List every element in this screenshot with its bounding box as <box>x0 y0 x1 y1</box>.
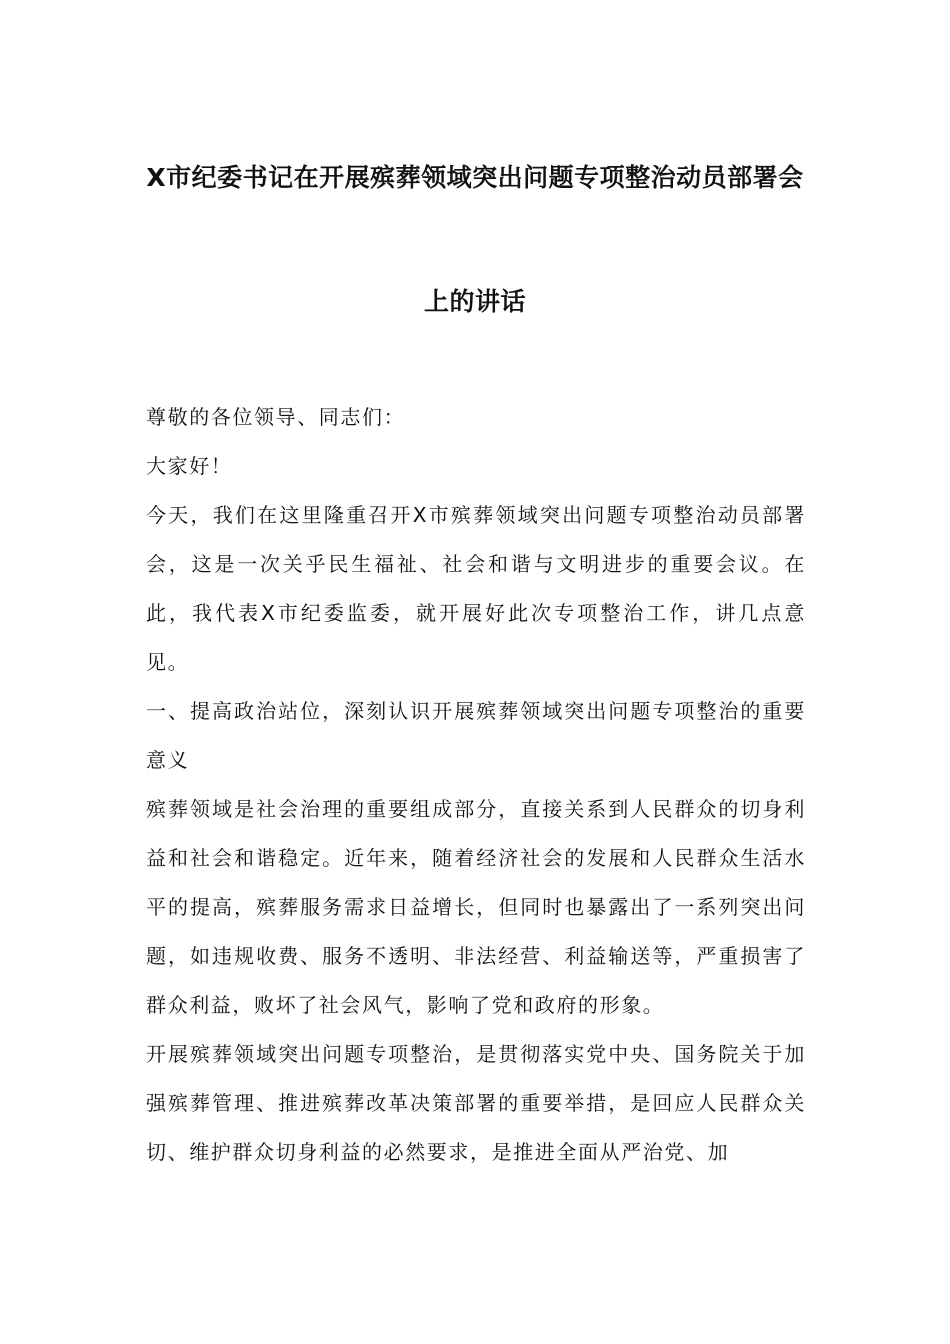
document-title-line-2: 上的讲话 <box>423 287 526 316</box>
section-heading: 一、提高政治站位，深刻认识开展殡葬领域突出问题专项整治的重要意义 <box>146 699 806 772</box>
document-body <box>146 393 806 1177</box>
body-paragraph: 开展殡葬领域突出问题专项整治，是贯彻落实党中央、国务院关于加强殡葬管理、推进殡葬改革决策部署的重要举措，是回应人民群众关切、维护群众切身利益的必然要求，是推进全面从严治党、加 <box>146 1042 806 1164</box>
greeting: 大家好！ <box>146 454 233 478</box>
body-paragraph: 殡葬领域是社会治理的重要组成部分，直接关系到人民群众的切身利益和社会和谐稳定。近年来，随着经济社会的发展和人民群众生活水平的提高，殡葬服务需求日益增长，但同时也暴露出了一系列突出问题，如违规收费、服务不透明、非法经营、利益输送等，严重损害了群众利益，败坏了社会风气，影响了党和政府的形象。 <box>146 797 806 1017</box>
salutation: 尊敬的各位领导、同志们： <box>146 405 406 429</box>
document-title-line-1: X市纪委书记在开展殡葬领域突出问题专项整治动员部署会 <box>146 163 804 192</box>
body-paragraph: 今天，我们在这里隆重召开X市殡葬领域突出问题专项整治动员部署会，这是一次关乎民生福祉、社会和谐与文明进步的重要会议。在此，我代表X市纪委监委，就开展好此次专项整治工作，讲几点意见。 <box>146 503 806 674</box>
